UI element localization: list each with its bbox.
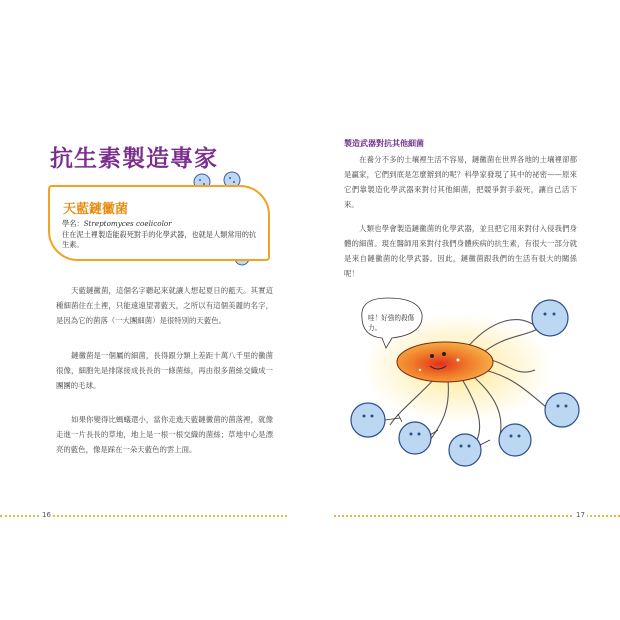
- chapter-title: 抗生素製造專家: [50, 145, 218, 172]
- page-number-right: 17: [576, 511, 585, 519]
- streptomyces-cell: [397, 342, 493, 382]
- box-title: 天藍鏈黴菌: [63, 202, 129, 217]
- paragraph-4: 在養分不多的土壤裡生活不容易，鏈黴菌在世界各地的土壤裡卻都是贏家，它們到底是怎麼辦到的呢？科學家發現了其中的祕密——原來它們靠製造化學武器來對付其他細菌，把競爭對手殺死，讓自己活下來。: [344, 155, 577, 209]
- paragraph-1: 天藍鏈黴菌，這個名字聽起來就讓人想起夏日的藍天。其實這種細菌住在土裡，只能遠遠望著藍天，之所以有這個美麗的名字，是因為它的菌落（一大團細菌）是很特別的天藍色。: [56, 286, 273, 325]
- paragraph-2: 鏈黴菌是一個屬的細菌，長得跟分類上差距十萬八千里的黴菌很像，細胞先是排隊接成長長的一條菌絲，再由很多菌絲交織成一團團的毛球。: [56, 351, 273, 390]
- scientific-name: Streptomyces coelicolor: [83, 219, 172, 228]
- speech-bubble-text: 哇！好強的殺傷力。: [368, 314, 415, 332]
- box-description: [62, 219, 262, 251]
- box-text: 住在泥土裡製造能殺死對手的化學武器，也就是人類常用的抗生素。: [62, 229, 257, 249]
- section-heading: 製造武器對抗其他細菌: [344, 139, 424, 148]
- page-number-left: 16: [42, 511, 51, 519]
- paragraph-3: 如果你變得比螞蟻還小，當你走進天藍鏈黴菌的菌落裡，就像走進一片長長的草地，地上是一根一根交織的菌絲；草地中心是漂亮的藍色，像是踩在一朵天藍色的雲上面。: [56, 415, 273, 454]
- paragraph-5: 人類也學會製造鏈黴菌的化學武器，並且把它用來對付入侵我們身體的細菌。現在醫師用來對付我們身體疾病的抗生素，有很大一部分就是來自鏈黴菌的化學武器。因此，鏈黴菌跟我們的生活有很大的關係呢！: [344, 224, 577, 278]
- scientific-label: 學名：: [62, 219, 84, 228]
